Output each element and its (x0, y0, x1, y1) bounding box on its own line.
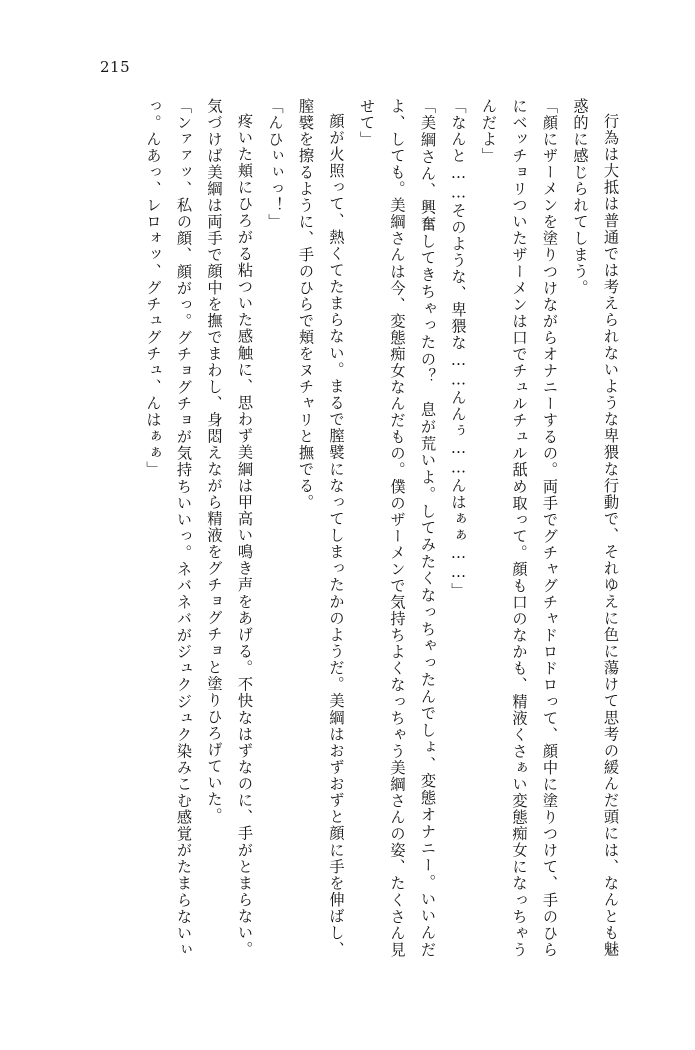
page-number: 215 (100, 58, 131, 76)
paragraph: 「顔にザーメンを塗りつけながらオナニーするの。両手でグチャグチャドロドロって、顔中に塗りつけて、手のひらにベッチョリついたザーメンは口でチュルチュル舐め取って。顔も口のなかも、精液くさぁい変態痴女になっちゃうんだよ」 (480, 98, 559, 958)
paragraph: 「なんと……そのような、卑猥な……んんぅ……んはぁぁ……」 (449, 98, 468, 599)
paragraph: 顔が火照って、熱くてたまらない。まるで膣襞になってしまったかのようだ。美綱はおずおずと顔に手を伸ばし、膣襞を擦るように、手のひらで頬をヌチャリと撫でる。 (297, 98, 346, 958)
paragraph: 行為は大抵は普通では考えられないような卑猥な行動で、それゆえに色に蕩けて思考の緩んだ頭には、なんとも魅惑的に感じられてしまう。 (571, 98, 620, 958)
paragraph: 「ンァァッ、私の顔、顔がっ。グチョグチョが気持ちいいっ。ネバネバがジュクジュク染みこむ感覚がたまらないぃっ。んあっ、レロォッ、グチュグチュ、んはぁぁ」 (144, 98, 193, 958)
page-body-text (74, 98, 626, 958)
paragraph: 「美綱さん、興奮してきちゃったの？ 息が荒いよ。してみたくなっちゃったんでしょ、変態オナニー。いいんだよ、しても。美綱さんは今、変態痴女なんだもの。僕のザーメンで気持ちよくなっちゃう美綱さんの姿、たくさん見せて」 (358, 98, 437, 958)
paragraph: 疼いた頬にひろがる粘ついた感触に、思わず美綱は甲高い鳴き声をあげる。不快なはずなのに、手がとまらない。気づけば美綱は両手で顔中を撫でまわし、身悶えながら精液をグチョグチョと塗りひろげていた。 (205, 98, 254, 958)
paragraph: 「んひぃぃっ！」 (266, 98, 285, 230)
